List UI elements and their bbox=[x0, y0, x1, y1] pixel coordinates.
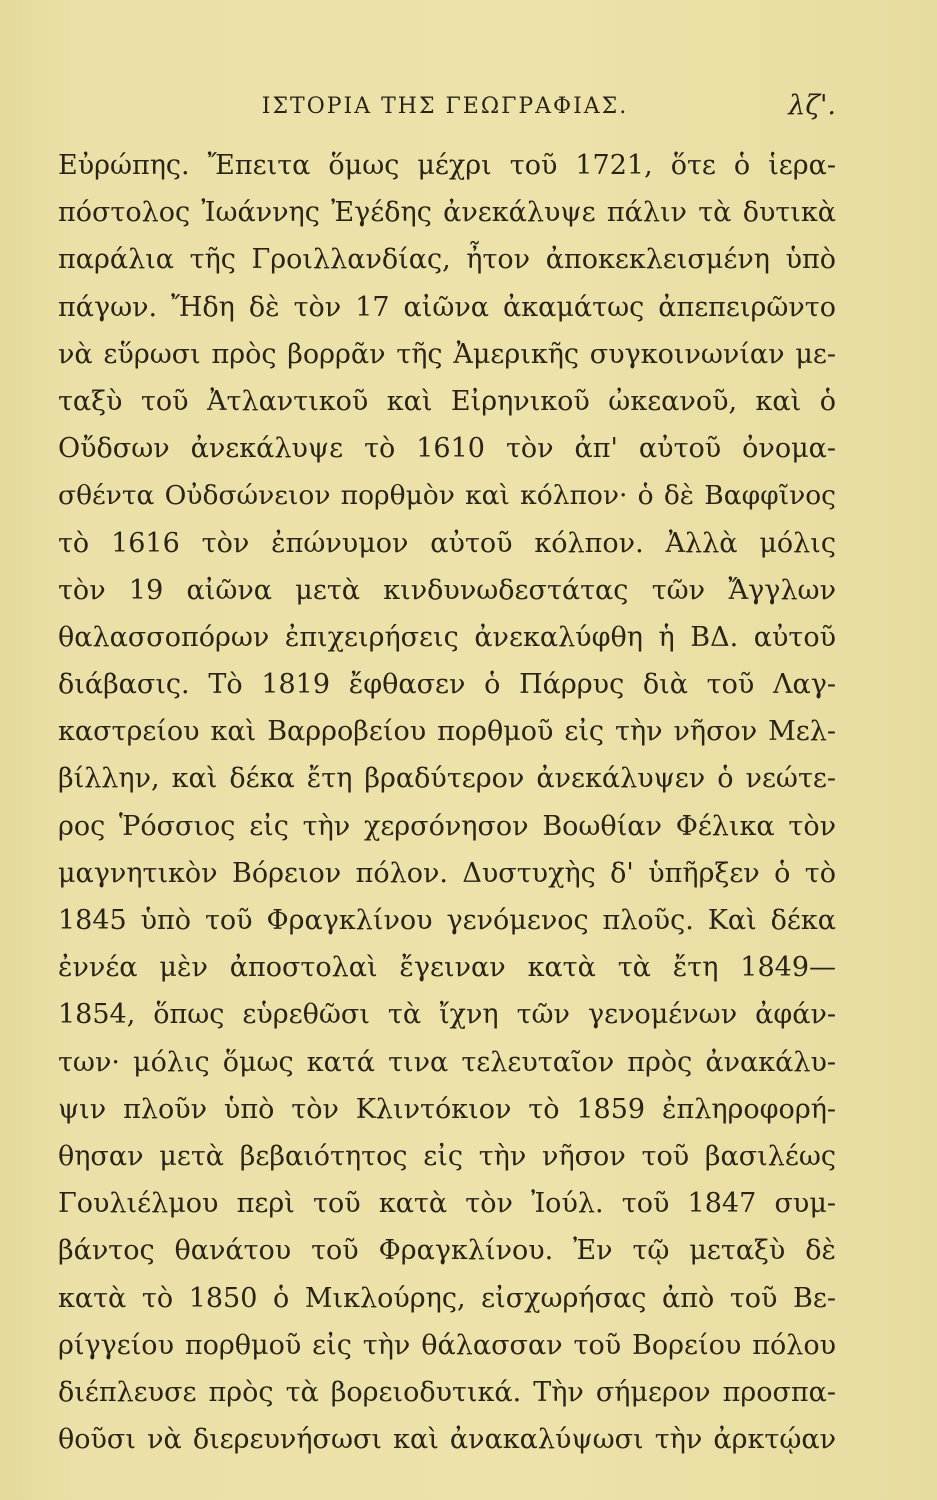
text-line: τὸ 1616 τὸν ἐπώνυμον αὐτοῦ κόλπον. Ἀλλὰ μόλις bbox=[58, 527, 836, 559]
text-line: νὰ εὕρωσι πρὸς βορρᾶν τῆς Ἀμερικῆς συγκοινωνίαν με- bbox=[58, 338, 836, 370]
text-line: καστρείου καὶ Βαρροβείου πορθμοῦ εἰς τὴν νῆσον Μελ- bbox=[58, 716, 836, 748]
text-line: των· μόλις ὅμως κατά τινα τελευταῖον πρὸς ἀνακάλυ- bbox=[58, 1046, 836, 1078]
body-text bbox=[58, 142, 836, 1463]
text-line: βίλλην, καὶ δέκα ἔτη βραδύτερον ἀνεκάλυψεν ὁ νεώτε- bbox=[58, 763, 836, 795]
text-line: διάβασις. Τὸ 1819 ἔφθασεν ὁ Πάρρυς διὰ τοῦ Λαγ- bbox=[58, 669, 836, 701]
text-line: Γουλιέλμου περὶ τοῦ κατὰ τὸν Ἰούλ. τοῦ 1847 συμ- bbox=[58, 1188, 836, 1220]
text-line: 1845 ὑπὸ τοῦ Φραγκλίνου γενόμενος πλοῦς. Καὶ δέκα bbox=[58, 905, 836, 936]
text-line: Οὔδσων ἀνεκάλυψε τὸ 1610 τὸν ἀπ' αὐτοῦ ὀνομα- bbox=[58, 433, 836, 465]
text-line: ἐννέα μὲν ἀποστολαὶ ἔγειναν κατὰ τὰ ἔτη 1849— bbox=[58, 952, 836, 984]
text-line: μαγνητικὸν Βόρειον πόλον. Δυστυχὴς δ' ὑπῆρξεν ὁ τὸ bbox=[58, 857, 836, 889]
text-line: ρίγγείου πορθμοῦ εἰς τὴν θάλασσαν τοῦ Βορείου πόλου bbox=[58, 1329, 836, 1361]
text-line: διέπλευσε πρὸς τὰ βορειοδυτικά. Τὴν σήμερον προσπα- bbox=[58, 1376, 836, 1408]
text-line: θοῦσι νὰ διερευνήσωσι καὶ ἀνακαλύψωσι τὴν ἀρκτῴαν bbox=[58, 1424, 836, 1456]
text-line: κατὰ τὸ 1850 ὁ Μικλούρης, εἰσχωρήσας ἀπὸ τοῦ Βε- bbox=[58, 1282, 836, 1314]
text-line: ταξὺ τοῦ Ἀτλαντικοῦ καὶ Εἰρηνικοῦ ὠκεανοῦ, καὶ ὁ bbox=[58, 385, 836, 417]
text-line: παράλια τῆς Γροιλλανδίας, ἦτον ἀποκεκλεισμένη ὑπὸ bbox=[58, 244, 836, 276]
page-number: λζ'. bbox=[788, 90, 836, 121]
text-line: Εὐρώπης. Ἔπειτα ὅμως μέχρι τοῦ 1721, ὅτε ὁ ἱερα- bbox=[58, 150, 836, 181]
text-line: ρος Ῥόσσιος εἰς τὴν χερσόνησον Βοωθίαν Φέλικα τὸν bbox=[58, 810, 836, 842]
page-header bbox=[60, 90, 836, 130]
text-line: θησαν μετὰ βεβαιότητος εἰς τὴν νῆσον τοῦ βασιλέως bbox=[58, 1140, 836, 1172]
text-line: 1854, ὅπως εὑρεθῶσι τὰ ἴχνη τῶν γενομένων ἀφάν- bbox=[58, 999, 836, 1031]
text-line: σθέντα Οὐδσώνειον πορθμὸν καὶ κόλπον· ὁ δὲ Βαφφῖνος bbox=[58, 480, 836, 512]
text-line: βάντος θανάτου τοῦ Φραγκλίνου. Ἐν τῷ μεταξὺ δὲ bbox=[58, 1235, 836, 1267]
text-line: τὸν 19 αἰῶνα μετὰ κινδυνωδεστάτας τῶν Ἄγγλων bbox=[58, 574, 836, 606]
text-line: θαλασσοπόρων ἐπιχειρήσεις ἀνεκαλύφθη ἡ ΒΔ. αὐτοῦ bbox=[58, 621, 836, 653]
text-line: ψιν πλοῦν ὑπὸ τὸν Κλιντόκιον τὸ 1859 ἐπληροφορή- bbox=[58, 1093, 836, 1125]
running-title: ΙΣΤΟΡΙΑ ΤΗΣ ΓΕΩΓΡΑΦΙΑΣ. bbox=[261, 94, 629, 119]
text-line: πόστολος Ἰωάννης Ἐγέδης ἀνεκάλυψε πάλιν τὰ δυτικὰ bbox=[58, 197, 836, 229]
text-line: πάγων. Ἤδη δὲ τὸν 17 αἰῶνα ἀκαμάτως ἀπεπειρῶντο bbox=[58, 291, 836, 323]
